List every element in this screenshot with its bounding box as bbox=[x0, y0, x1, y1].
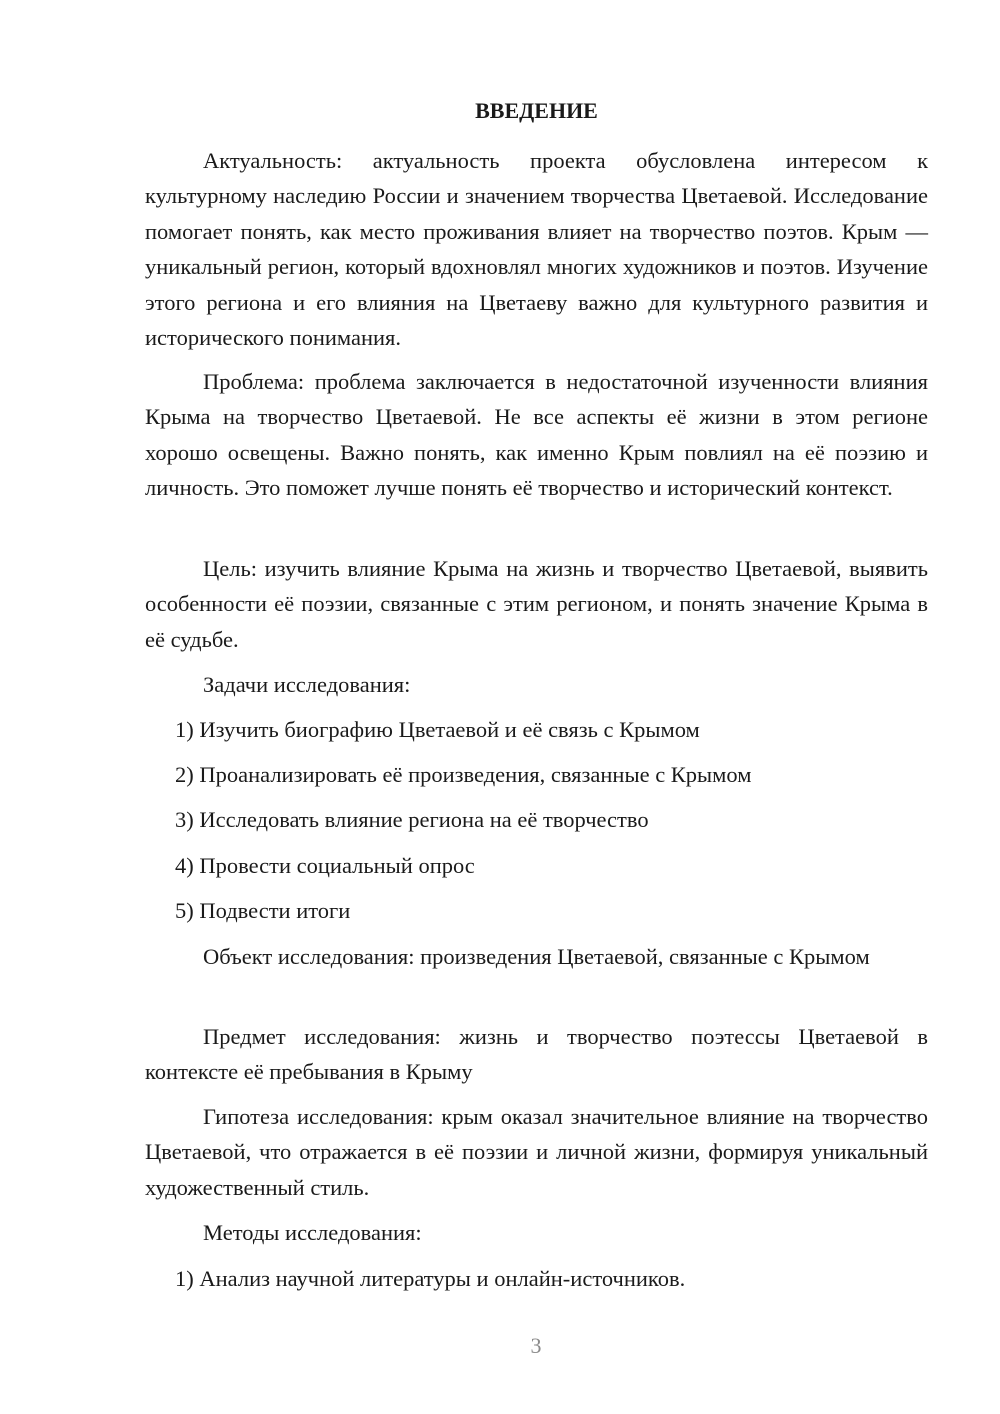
paragraph-problem: Проблема: проблема заключается в недостаточной изученности влияния Крыма на творчество Цветаевой. Не все аспекты её жизни в этом регионе хорошо освещены. Важно понять, как именно Крым повлиял на её поэзию и личность. Это поможет лучше понять её творчество и исторический контекст. bbox=[145, 369, 928, 501]
paragraph-hypothesis: Гипотеза исследования: крым оказал значительное влияние на творчество Цветаевой, что отражается в её поэзии и личной жизни, формируя уникальный художественный стиль. bbox=[145, 1104, 928, 1200]
task-item-4: 4) Провести социальный опрос bbox=[175, 853, 475, 878]
paragraph-goal: Цель: изучить влияние Крыма на жизнь и творчество Цветаевой, выявить особенности её поэзии, связанные с этим регионом, и понять значение Крыма в её судьбе. bbox=[145, 556, 928, 652]
page-number: 3 bbox=[530, 1333, 542, 1358]
page-title: ВВЕДЕНИЕ bbox=[475, 98, 598, 123]
task-item-2: 2) Проанализировать её произведения, связанные с Крымом bbox=[175, 762, 752, 787]
paragraph-relevance: Актуальность: актуальность проекта обусловлена интересом к культурному наследию России и значением творчества Цветаевой. Исследование помогает понять, как место проживания влияет на творчество поэтов. Крым — уникальный регион, который вдохновлял многих художников и поэтов. Изучение этого региона и его влияния на Цветаеву важно для культурного развития и исторического понимания. bbox=[145, 148, 928, 351]
paragraph-object: Объект исследования: произведения Цветаевой, связанные с Крымом bbox=[203, 944, 870, 969]
method-item-1: 1) Анализ научной литературы и онлайн-источников. bbox=[175, 1266, 686, 1291]
task-item-5: 5) Подвести итоги bbox=[175, 898, 351, 923]
methods-heading: Методы исследования: bbox=[203, 1220, 422, 1245]
task-item-1: 1) Изучить биографию Цветаевой и её связь с Крымом bbox=[175, 717, 700, 742]
task-item-3: 3) Исследовать влияние региона на её творчество bbox=[175, 807, 649, 832]
paragraph-subject: Предмет исследования: жизнь и творчество поэтессы Цветаевой в контексте её пребывания в Крыму bbox=[145, 1024, 928, 1085]
tasks-heading: Задачи исследования: bbox=[203, 672, 411, 697]
